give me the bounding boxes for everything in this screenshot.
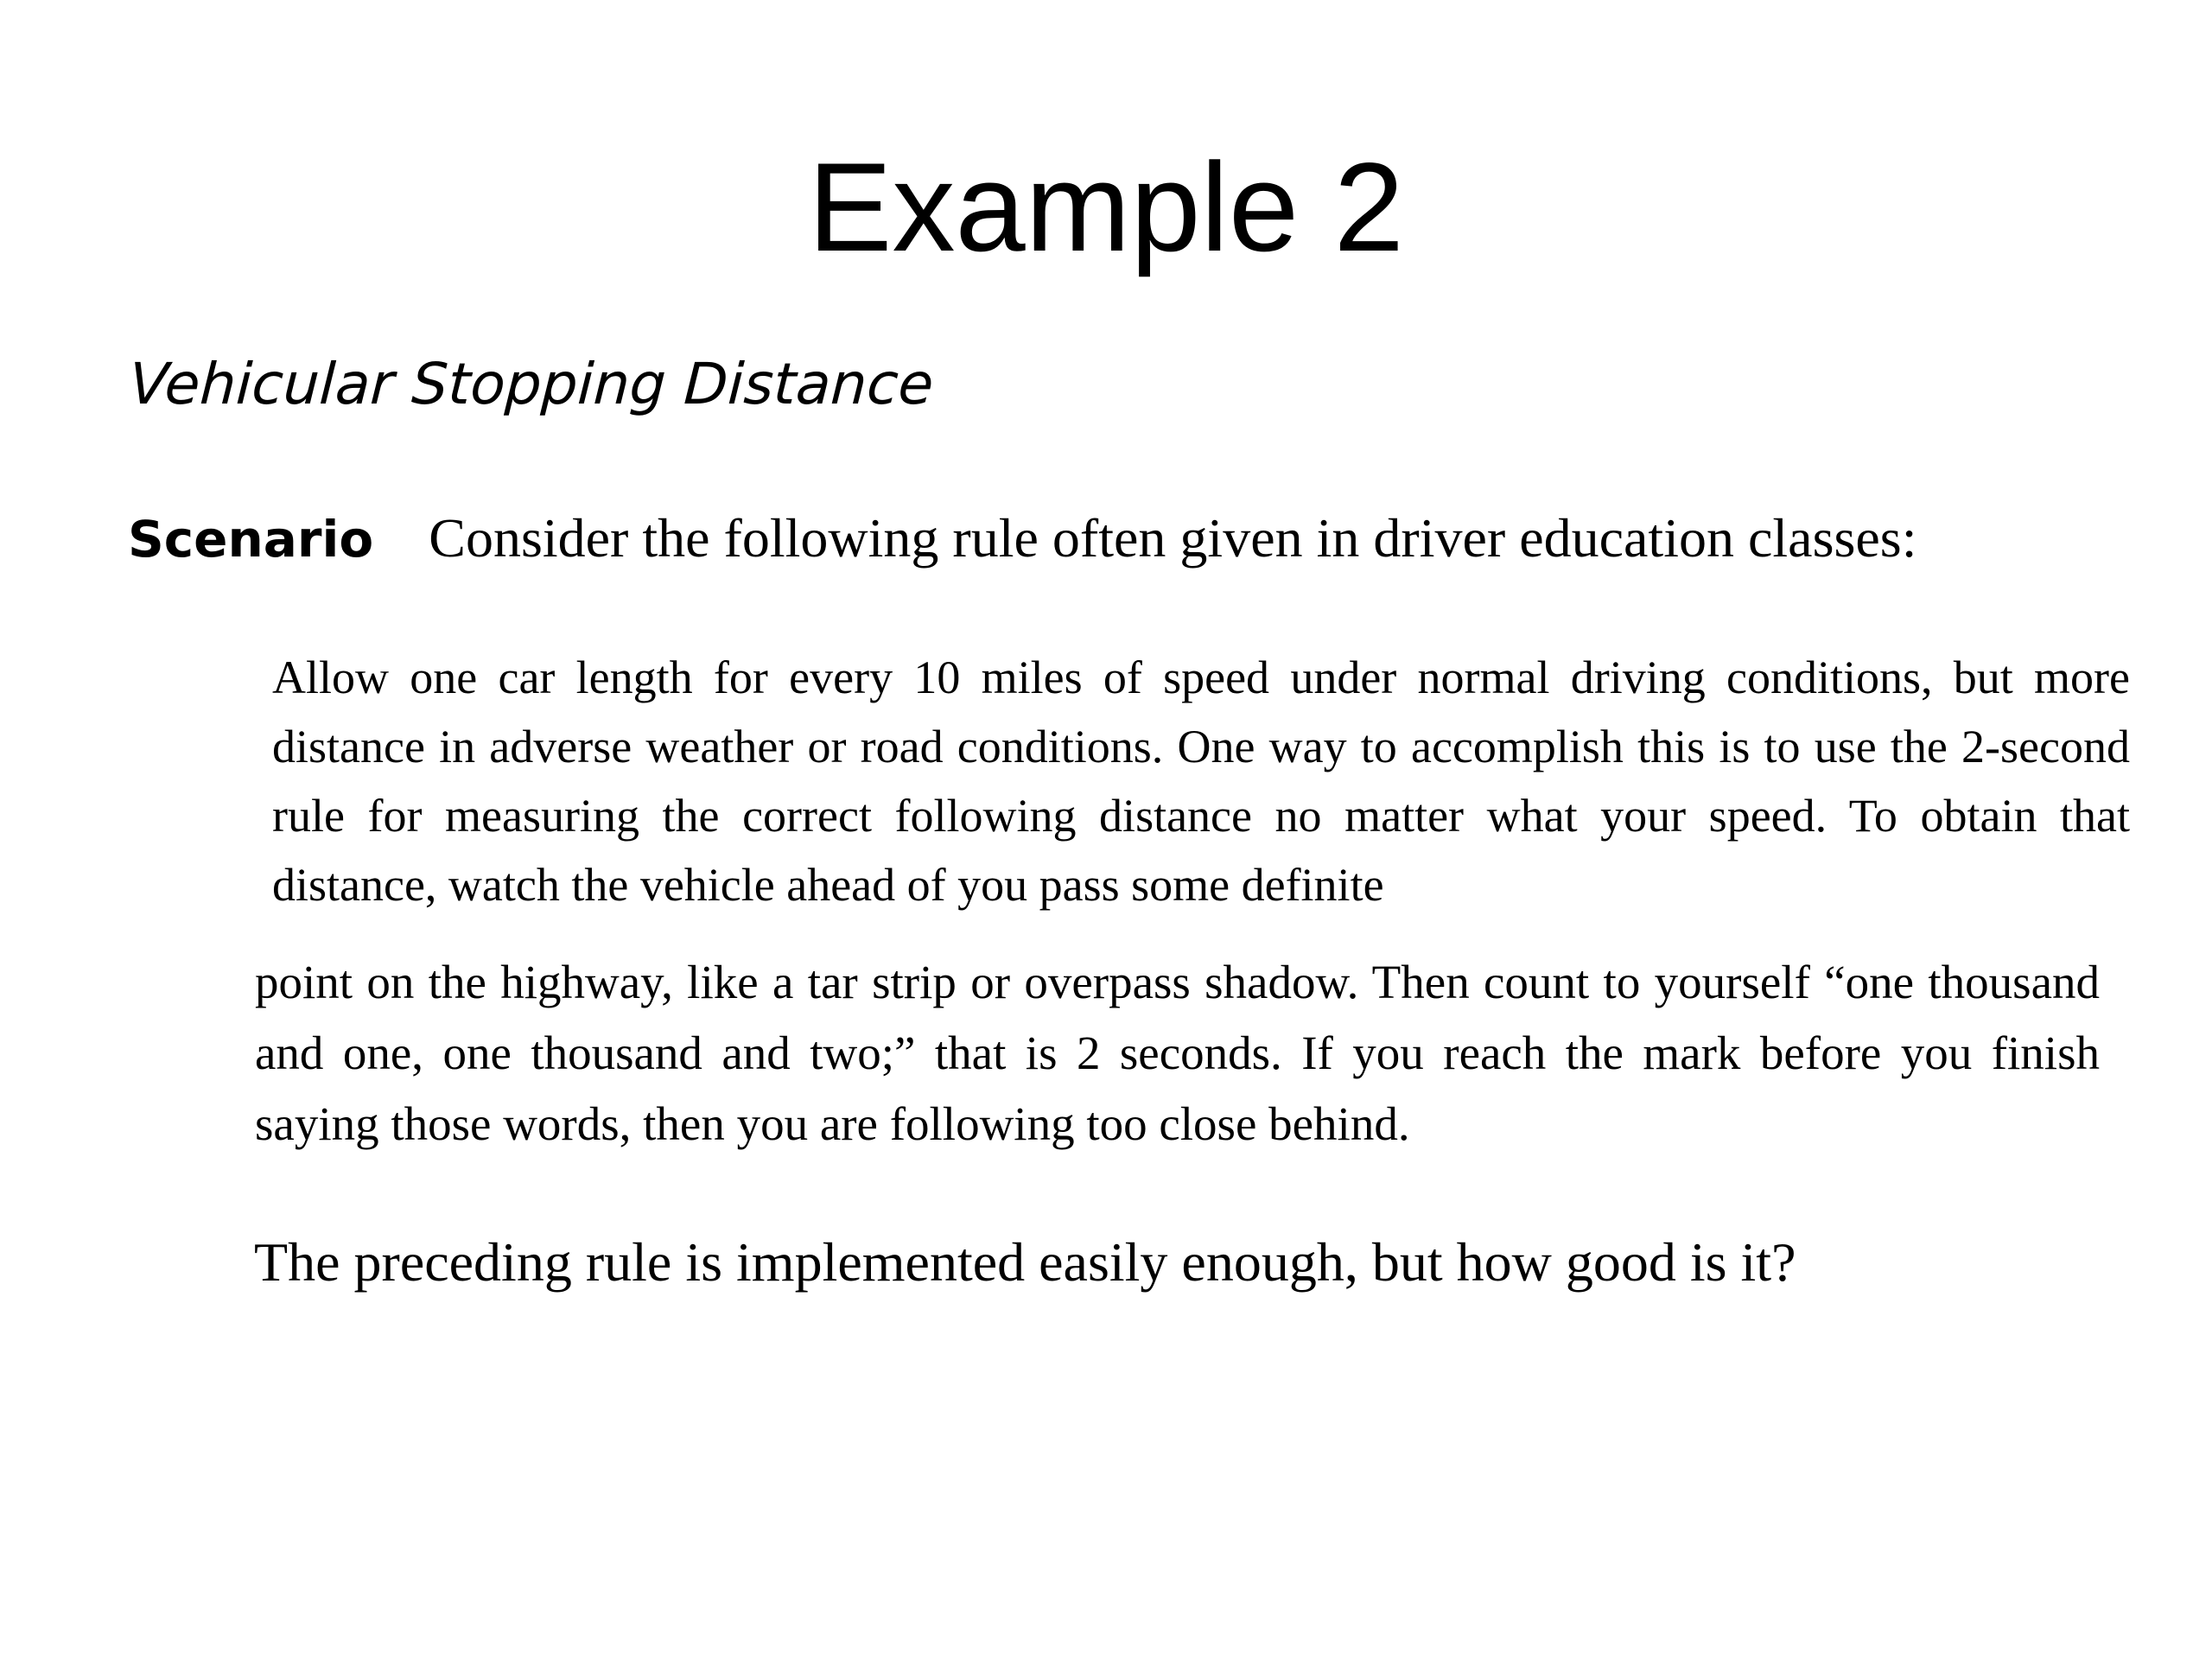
- question-text: The preceding rule is implemented easily enough, but how good is it?: [254, 1231, 1796, 1293]
- section-heading: Vehicular Stopping Distance: [127, 351, 936, 417]
- slide-title: Example 2: [808, 137, 1404, 277]
- scenario-line: [128, 499, 2115, 578]
- scenario-text: Consider the following rule often given in driver education classes:: [429, 507, 1917, 569]
- quote-block-part-2: point on the highway, like a tar strip or overpass shadow. Then count to yourself “one thousand and one, one thousand and two;” that is 2 seconds. If you reach the mark before you finish saying those words, then you are following too close behind.: [255, 956, 2100, 1150]
- scenario-label: Scenario: [128, 510, 374, 569]
- quote-block-part-1: Allow one car length for every 10 miles of speed under normal driving conditions, but more distance in adverse weather or road conditions. One way to accomplish this is to use the 2-second rule for measuring the correct following distance no matter what your speed. To obtain that distance, watch the vehicle ahead of you pass some definite: [272, 652, 2130, 911]
